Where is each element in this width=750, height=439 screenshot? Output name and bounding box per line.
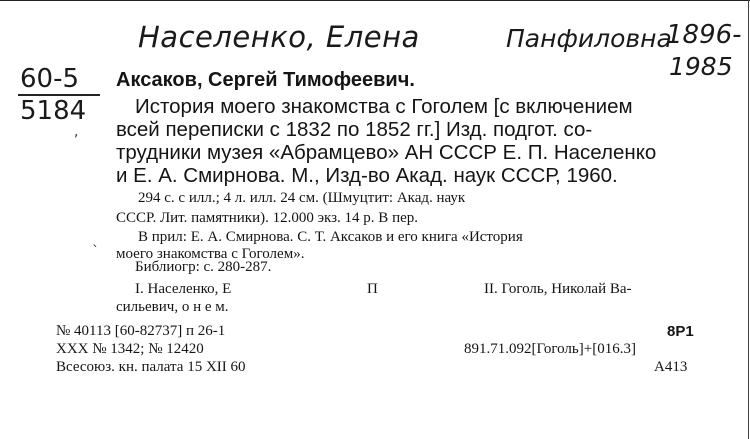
description-line: 294 с. с илл.; 4 л. илл. 24 см. (Шмуцтит: Акад. наук: [138, 190, 466, 206]
title-line: История моего знакомства с Гоголем [с включением: [135, 95, 633, 118]
card-right-edge: [748, 0, 749, 439]
footer-left-line: Всесоюз. кн. палата 15 XII 60: [56, 359, 246, 375]
call-number-top: 60-5: [20, 64, 80, 94]
entry-heading: Аксаков, Сергей Тимофеевич.: [116, 69, 415, 91]
description-line: моего знакомства с Гоголем».: [116, 246, 305, 262]
handwritten-name: Населенко, Елена: [138, 20, 420, 54]
footer-right-code: А413: [654, 359, 688, 375]
call-number-bottom: 5184: [20, 96, 87, 126]
bibliography-note: Библиогр: с. 280-287.: [135, 259, 272, 275]
footer-right-udc: 891.71.092[Гоголь]+[016.3]: [464, 341, 636, 357]
description-line: В прил: Е. А. Смирнова. С. Т. Аксаков и его книга «История: [138, 229, 523, 245]
tracing-right: II. Гоголь, Николай Ва-: [484, 281, 632, 297]
margin-tick-mark: `: [92, 244, 99, 260]
title-line: всей переписки с 1832 по 1852 гг.] Изд. подгот. со-: [116, 118, 593, 141]
title-line: трудники музея «Абрамцево» АН СССР Е. П. Населенко: [116, 141, 657, 164]
footer-left-line: № 40113 [60-82737] п 26-1: [56, 323, 226, 339]
footer-left-line: ХХХ № 1342; № 12420: [56, 341, 204, 357]
margin-tick-mark: ,: [74, 124, 79, 140]
footer-right-classification: 8Р1: [667, 323, 694, 340]
card-top-edge: [0, 0, 750, 1]
tracing-mid: П: [367, 281, 378, 297]
handwritten-years-end: 1985: [669, 52, 733, 81]
title-line: и Е. А. Смирнова. М., Изд-во Акад. наук СССР, 1960.: [116, 164, 618, 187]
tracing-continuation: сильевич, о н е м.: [116, 299, 229, 315]
handwritten-patronymic: Панфиловна: [506, 24, 672, 53]
description-line: СССР. Лит. памятники). 12.000 экз. 14 р. В пер.: [116, 210, 418, 226]
tracing-left: I. Населенко, Е: [135, 281, 232, 297]
handwritten-years-start: 1896-: [666, 20, 742, 50]
